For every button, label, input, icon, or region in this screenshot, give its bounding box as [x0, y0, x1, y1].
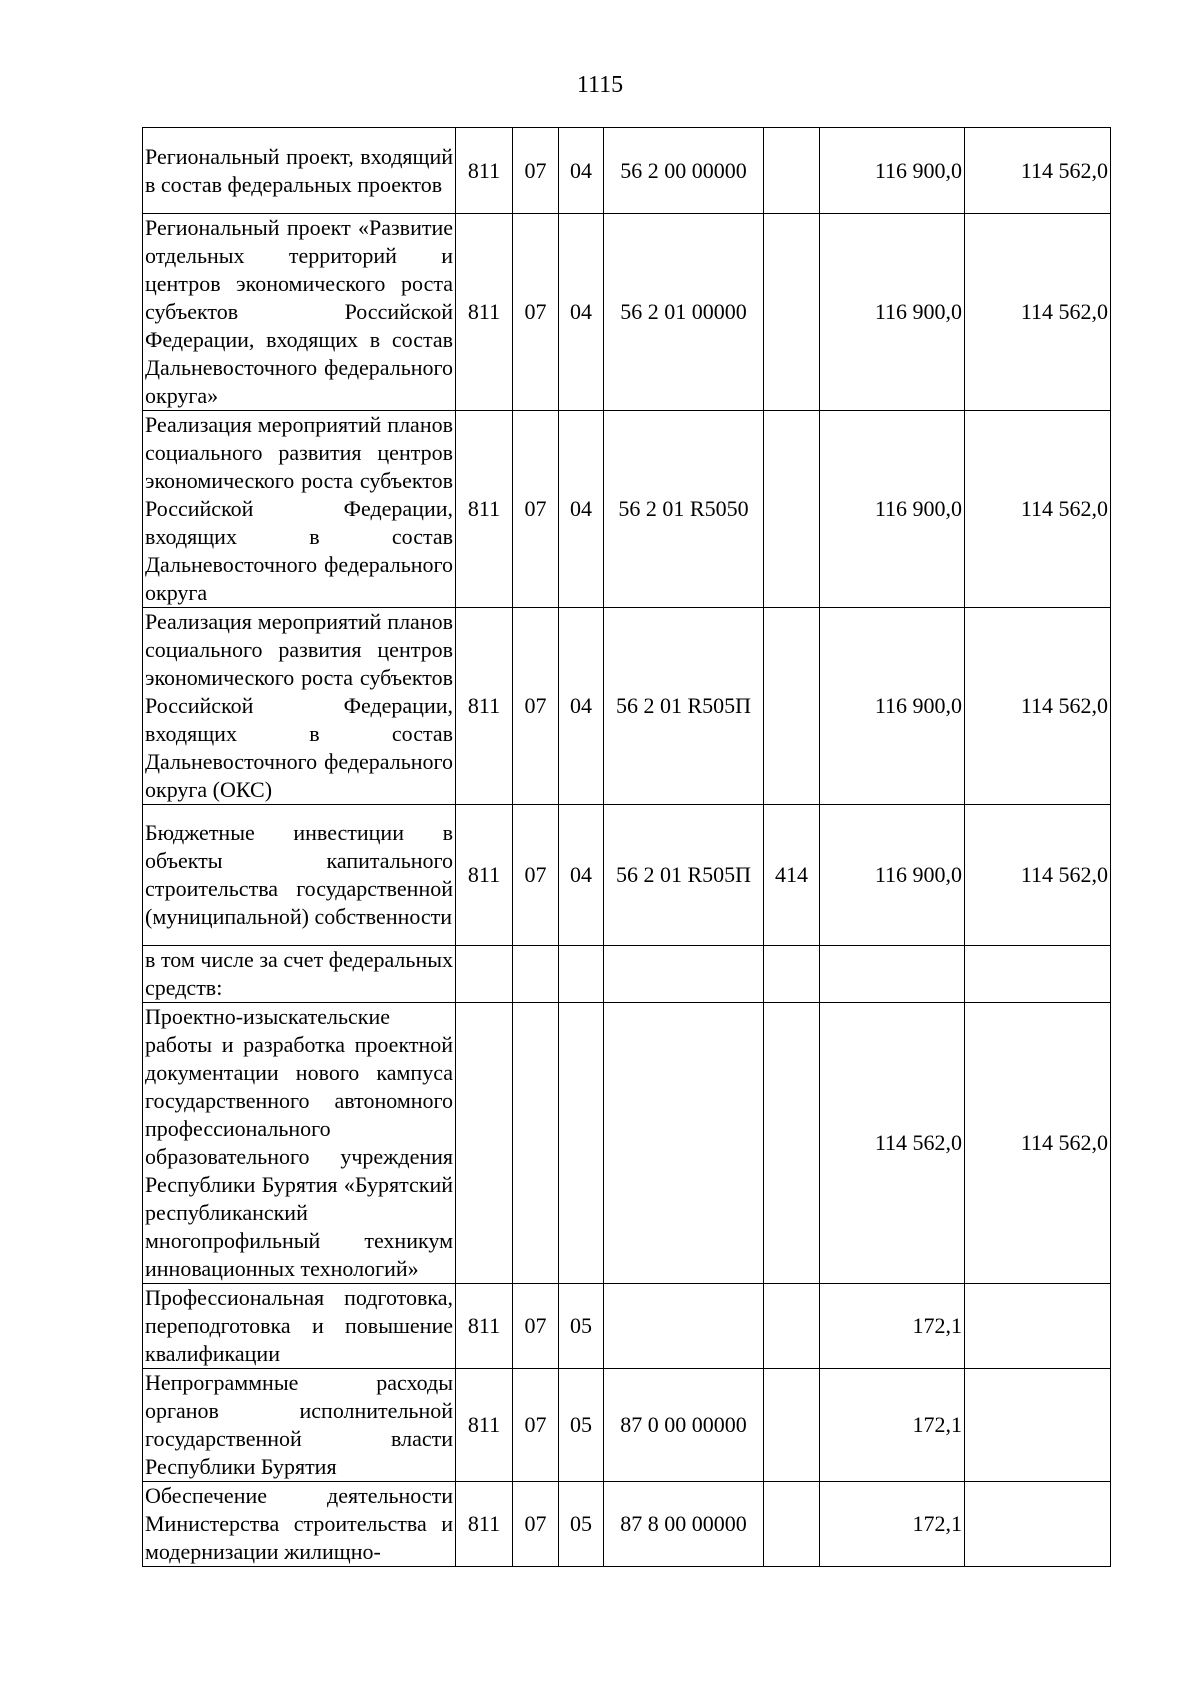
section-code: [513, 1003, 559, 1284]
ministry-code: 811: [456, 1369, 513, 1482]
expense-type-code: [764, 214, 820, 411]
section-code: 07: [513, 411, 559, 608]
amount-first: 116 900,0: [820, 805, 965, 946]
target-code: [604, 1003, 764, 1284]
expense-type-code: [764, 1003, 820, 1284]
amount-second: [965, 1482, 1111, 1567]
expense-type-code: [764, 608, 820, 805]
section-code: 07: [513, 608, 559, 805]
row-description: Профессиональная подготовка, переподготовка и повышение квалификации: [143, 1284, 456, 1369]
section-code: 07: [513, 1369, 559, 1482]
target-code: 87 0 00 00000: [604, 1369, 764, 1482]
amount-first: 116 900,0: [820, 411, 965, 608]
expense-type-code: [764, 1284, 820, 1369]
page-number: 1115: [576, 72, 624, 98]
row-description: Региональный проект, входящий в состав федеральных проектов: [143, 128, 456, 214]
subsection-code: 04: [559, 128, 604, 214]
expense-type-code: [764, 128, 820, 214]
section-code: 07: [513, 1284, 559, 1369]
expense-type-code: [764, 946, 820, 1003]
section-code: 07: [513, 1482, 559, 1567]
expense-type-code: 414: [764, 805, 820, 946]
subsection-code: 04: [559, 411, 604, 608]
amount-first: 116 900,0: [820, 608, 965, 805]
table-row: [143, 946, 1111, 1003]
target-code: 56 2 01 00000: [604, 214, 764, 411]
amount-second: 114 562,0: [965, 805, 1111, 946]
subsection-code: 04: [559, 608, 604, 805]
amount-second: 114 562,0: [965, 1003, 1111, 1284]
ministry-code: 811: [456, 1482, 513, 1567]
row-description: Реализация мероприятий планов социального развития центров экономического роста субъектов Российской Федерации, входящих в состав Дальневосточного федерального округа: [143, 411, 456, 608]
subsection-code: 05: [559, 1284, 604, 1369]
subsection-code: [559, 1003, 604, 1284]
ministry-code: 811: [456, 411, 513, 608]
ministry-code: 811: [456, 805, 513, 946]
subsection-code: 04: [559, 805, 604, 946]
section-code: 07: [513, 128, 559, 214]
expense-type-code: [764, 1482, 820, 1567]
amount-first: 172,1: [820, 1482, 965, 1567]
row-description: Бюджетные инвестиции в объекты капитального строительства государственной (муниципальной) собственности: [143, 805, 456, 946]
ministry-code: 811: [456, 608, 513, 805]
table-row: [143, 1369, 1111, 1482]
ministry-code: 811: [456, 214, 513, 411]
ministry-code: 811: [456, 1284, 513, 1369]
row-description: в том числе за счет федеральных средств:: [143, 946, 456, 1003]
table-row: [143, 214, 1111, 411]
table-row: [143, 411, 1111, 608]
subsection-code: 04: [559, 214, 604, 411]
amount-second: 114 562,0: [965, 214, 1111, 411]
amount-second: 114 562,0: [965, 411, 1111, 608]
amount-second: 114 562,0: [965, 608, 1111, 805]
amount-second: 114 562,0: [965, 128, 1111, 214]
row-description: Проектно-изыскательские работы и разработка проектной документации нового кампуса государственного автономного профессионального образовательного учреждения Республики Бурятия «Бурятский республиканский многопрофильный техникум инновационных технологий»: [143, 1003, 456, 1284]
target-code: 56 2 01 R5050: [604, 411, 764, 608]
subsection-code: [559, 946, 604, 1003]
expense-type-code: [764, 1369, 820, 1482]
section-code: [513, 946, 559, 1003]
table-row: [143, 1284, 1111, 1369]
target-code: 56 2 01 R505П: [604, 805, 764, 946]
amount-first: 172,1: [820, 1369, 965, 1482]
row-description: Региональный проект «Развитие отдельных территорий и центров экономического роста субъектов Российской Федерации, входящих в состав Дальневосточного федерального округа»: [143, 214, 456, 411]
table-row: [143, 1482, 1111, 1567]
amount-second: [965, 1284, 1111, 1369]
table-row: [143, 128, 1111, 214]
section-code: 07: [513, 805, 559, 946]
amount-second: [965, 1369, 1111, 1482]
amount-first: 116 900,0: [820, 214, 965, 411]
section-code: 07: [513, 214, 559, 411]
expense-type-code: [764, 411, 820, 608]
amount-first: 114 562,0: [820, 1003, 965, 1284]
row-description: Обеспечение деятельности Министерства строительства и модернизации жилищно-: [143, 1482, 456, 1567]
amount-first: [820, 946, 965, 1003]
table-row: [143, 805, 1111, 946]
table-row: [143, 608, 1111, 805]
amount-first: 172,1: [820, 1284, 965, 1369]
subsection-code: 05: [559, 1482, 604, 1567]
target-code: 56 2 00 00000: [604, 128, 764, 214]
table-row: [143, 1003, 1111, 1284]
ministry-code: [456, 946, 513, 1003]
ministry-code: 811: [456, 128, 513, 214]
target-code: 56 2 01 R505П: [604, 608, 764, 805]
ministry-code: [456, 1003, 513, 1284]
amount-first: 116 900,0: [820, 128, 965, 214]
amount-second: [965, 946, 1111, 1003]
row-description: Непрограммные расходы органов исполнительной государственной власти Республики Бурятия: [143, 1369, 456, 1482]
target-code: [604, 1284, 764, 1369]
target-code: [604, 946, 764, 1003]
row-description: Реализация мероприятий планов социального развития центров экономического роста субъектов Российской Федерации, входящих в состав Дальневосточного федерального округа (ОКС): [143, 608, 456, 805]
target-code: 87 8 00 00000: [604, 1482, 764, 1567]
subsection-code: 05: [559, 1369, 604, 1482]
budget-table: [142, 127, 1111, 1567]
